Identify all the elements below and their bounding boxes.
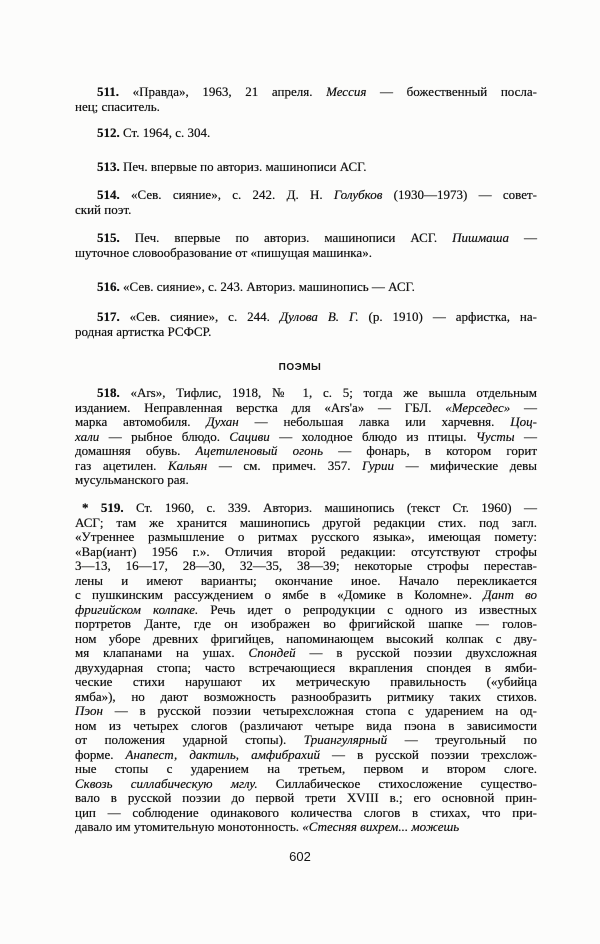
text-run: мя клапанами на ушах. bbox=[75, 645, 249, 660]
text-line bbox=[75, 126, 537, 141]
note-514 bbox=[75, 188, 537, 217]
text-run: «Ars», Тифлис, 1918, № 1, с. 5; тогда же вышла отдельным bbox=[119, 385, 537, 400]
text-run: ном из четырех слогов (различают четыре вида пэона в зависимости bbox=[75, 717, 537, 733]
note-number: 516. bbox=[97, 279, 120, 294]
text-run: — bbox=[510, 399, 537, 415]
note-number: * 519. bbox=[82, 500, 124, 515]
italic-term: Пишмаша bbox=[452, 230, 509, 245]
text-line bbox=[75, 574, 537, 589]
text-line bbox=[75, 530, 537, 545]
note-number: 517. bbox=[97, 309, 120, 324]
text-run: изданием. Неправленная верстка для «Ars'a» — ГБЛ. bbox=[75, 399, 446, 415]
text-line bbox=[75, 762, 537, 777]
text-line bbox=[75, 160, 537, 175]
text-run: Ст. 1960, с. 339. Авториз. машинопись (текст Ст. 1960) — bbox=[123, 500, 537, 515]
text-run: — рыбное блюдо. bbox=[99, 428, 230, 444]
text-run: — мифические девы bbox=[393, 457, 538, 473]
text-run: «Сев. сияние», с. 244. bbox=[119, 309, 280, 324]
text-line bbox=[75, 661, 537, 676]
text-line bbox=[75, 401, 537, 416]
text-run: нец; спаситель. bbox=[75, 98, 160, 114]
note-number: 518. bbox=[97, 385, 120, 400]
text-run: — треугольный по bbox=[387, 732, 537, 747]
text-run: «Сев. сияние», с. 243. Авториз. машинопись — АСГ. bbox=[119, 279, 415, 294]
italic-term: Спондей bbox=[248, 645, 296, 660]
text-line bbox=[75, 704, 537, 719]
text-line bbox=[75, 325, 537, 340]
text-line bbox=[75, 415, 537, 430]
text-run: давало им утомительную монотонность. bbox=[75, 819, 303, 834]
text-run: — фонарь, в котором горит bbox=[323, 443, 537, 458]
italic-term: хали bbox=[75, 428, 100, 444]
text-run: «Правда», 1963, 21 апреля. bbox=[119, 84, 327, 99]
text-run: цип — соблюдение одинакового количества слогов в стихах, что при- bbox=[75, 804, 537, 820]
text-run: шуточное словообразование от «пишущая машинка». bbox=[75, 244, 372, 260]
text-line bbox=[75, 85, 537, 100]
note-number: 511. bbox=[97, 84, 120, 99]
text-run: 3—13, 16—17, 28—30, 32—35, 38—39; некоторые строфы перестав- bbox=[75, 558, 537, 573]
note-516 bbox=[75, 280, 537, 295]
text-line bbox=[75, 559, 537, 574]
italic-term: Пэон bbox=[75, 703, 103, 718]
text-line bbox=[75, 690, 537, 705]
text-run: — холодное блюдо из птицы. bbox=[269, 428, 476, 444]
text-run: форме. bbox=[75, 746, 126, 762]
text-run: лены и имеют варианты; окончание иное. Начало перекликается bbox=[75, 572, 537, 588]
text-line bbox=[75, 603, 537, 618]
text-line bbox=[75, 459, 537, 474]
note-511 bbox=[75, 85, 537, 114]
note-519 bbox=[75, 501, 537, 835]
text-run: АСГ; там же хранится машинопись другой редакции стих. под загл. bbox=[75, 514, 537, 530]
text-run: (1930—1973) — совет- bbox=[382, 187, 537, 202]
text-line bbox=[75, 719, 537, 734]
note-number: 512. bbox=[97, 125, 120, 140]
text-line bbox=[75, 501, 537, 516]
italic-term: Мессия bbox=[326, 84, 367, 99]
section-heading: ПОЭМЫ bbox=[278, 362, 322, 373]
note-number: 513. bbox=[97, 159, 120, 174]
italic-term: «Стесняя вихрем... можешь bbox=[302, 819, 460, 834]
text-run: Печ. впервые по авториз. машинописи АСГ. bbox=[119, 230, 453, 245]
text-run: с пушкинским рассуждением о ямбе в «Домике в Коломне». bbox=[75, 587, 484, 602]
italic-term: Дант во bbox=[483, 587, 537, 602]
text-run: «Утреннее размышление о ритмах русского языка», имеющая помету: bbox=[75, 529, 537, 544]
text-line bbox=[75, 246, 537, 261]
italic-term: Дулова В. Г. bbox=[279, 309, 359, 324]
italic-term: Духан bbox=[206, 414, 239, 429]
italic-term: Ацетиленовый огонь bbox=[195, 443, 324, 458]
text-run: — в русской поэзии четырехсложная стопа с ударением на од- bbox=[102, 703, 537, 718]
text-line bbox=[75, 188, 537, 203]
text-line bbox=[75, 473, 537, 488]
note-518 bbox=[75, 386, 537, 488]
text-run: «Вар(иант) 1956 г.». Отличия второй редакции: отсутствуют строфы bbox=[75, 543, 537, 559]
text-run: «Сев. сияние», с. 242. Д. Н. bbox=[119, 187, 334, 202]
text-line bbox=[75, 820, 537, 835]
italic-term: Цоц- bbox=[510, 414, 537, 429]
text-run: Печ. впервые по авториз. машинописи АСГ. bbox=[119, 159, 367, 174]
text-run: газ ацетилен. bbox=[75, 457, 169, 473]
italic-term: Триангулярный bbox=[303, 732, 388, 747]
text-run: портретов Данте, где он изображен во фригийской шапке — голов- bbox=[75, 616, 537, 631]
text-run: родная артистка РСФСР. bbox=[75, 323, 212, 339]
text-line bbox=[75, 777, 537, 792]
italic-term: Чусты bbox=[475, 428, 515, 444]
text-run: — в русской поэзии двухсложная bbox=[295, 645, 537, 660]
page-number: 602 bbox=[289, 849, 311, 864]
text-run: — божественный посла- bbox=[366, 84, 537, 99]
text-line bbox=[75, 516, 537, 531]
text-line bbox=[75, 231, 537, 246]
text-run: — см. примеч. 357. bbox=[207, 457, 363, 473]
text-run: Силлабическое стихосложение существо- bbox=[257, 775, 537, 791]
italic-term: Гурии bbox=[362, 457, 394, 473]
text-run: ямба»), но дают возможность разнообразить ритмику таких стихов. bbox=[75, 688, 537, 704]
text-line bbox=[75, 588, 537, 603]
text-run: мусульманского рая. bbox=[75, 472, 189, 487]
note-513 bbox=[75, 160, 537, 175]
text-line bbox=[75, 203, 537, 218]
note-517 bbox=[75, 310, 537, 339]
italic-term: Сквозь силлабическую мглу. bbox=[75, 775, 258, 791]
text-run: домашняя обувь. bbox=[75, 443, 196, 458]
italic-term: Анапест, дактиль, амфибрахий bbox=[125, 746, 320, 762]
text-run: вало в русской поэзии до первой трети XVIII в.; его основной прин- bbox=[75, 790, 537, 805]
text-line bbox=[75, 632, 537, 647]
text-run: — bbox=[514, 428, 537, 444]
italic-term: Голубков bbox=[333, 187, 383, 202]
text-line bbox=[75, 100, 537, 115]
text-line bbox=[75, 806, 537, 821]
text-line bbox=[75, 386, 537, 401]
note-number: 514. bbox=[97, 187, 120, 202]
text-line bbox=[75, 748, 537, 763]
text-run: Речь идет о репродукции с одного из известных bbox=[198, 601, 537, 617]
text-line bbox=[75, 675, 537, 690]
text-run: двухударная стопа; часто встречающиеся вкрапления спондея в ямби- bbox=[75, 659, 537, 675]
text-line bbox=[75, 444, 537, 459]
text-run: марка автомобиля. bbox=[75, 414, 207, 429]
note-515 bbox=[75, 231, 537, 260]
text-run: ский поэт. bbox=[75, 201, 132, 217]
text-run: ном уборе древних фригийцев, напоминающем высокий колпак с дву- bbox=[75, 630, 537, 646]
text-line bbox=[75, 280, 537, 295]
text-run: — bbox=[508, 230, 537, 245]
text-line bbox=[75, 791, 537, 806]
text-line bbox=[75, 545, 537, 560]
note-number: 515. bbox=[97, 230, 120, 245]
text-line bbox=[75, 646, 537, 661]
italic-term: «Мерседес» bbox=[445, 399, 511, 415]
italic-term: Кальян bbox=[168, 457, 208, 473]
text-line bbox=[75, 733, 537, 748]
italic-term: фригийском колпаке. bbox=[75, 601, 199, 617]
text-run: (р. 1910) — арфистка, на- bbox=[358, 309, 537, 324]
text-line bbox=[75, 430, 537, 445]
text-line bbox=[75, 617, 537, 632]
text-run: ческие стихи нарушают их метрическую правильность («убийца bbox=[75, 674, 537, 689]
text-line bbox=[75, 310, 537, 325]
note-512 bbox=[75, 126, 537, 141]
text-run: Ст. 1964, с. 304. bbox=[119, 125, 211, 140]
text-run: — в русской поэзии трехслож- bbox=[319, 746, 537, 762]
text-run: ные стопы с ударением на третьем, первом и втором слоге. bbox=[75, 761, 537, 776]
text-run: от положения ударной стопы). bbox=[75, 732, 304, 747]
italic-term: Сациви bbox=[229, 428, 270, 444]
text-run: — небольшая лавка или харчевня. bbox=[238, 414, 511, 429]
